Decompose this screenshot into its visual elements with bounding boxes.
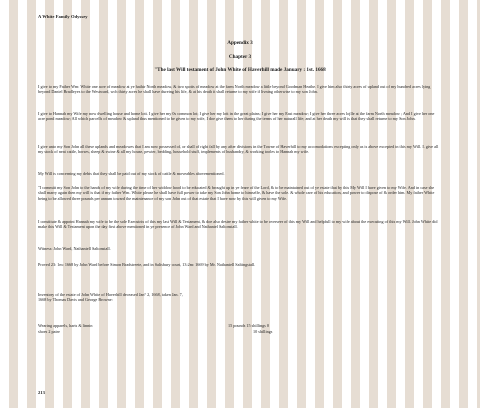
paragraph: I give to my Father Wm: White one acre of meadow at ye hathir North meadow, & two spotts of meadow at the farm North meadow a little beyond Goodman Heathe. I give him also thirty acres of upland out of my hundred acres lying beyond Daniel Bradleyes to the Westward, wch thirty acres he shall have dureing his life, & at his death it shall returne to my wife if livning otherwise to my son John.	[38, 84, 431, 95]
appendix-heading: Appendix 3	[227, 40, 253, 46]
chapter-heading: Chapter 3	[228, 54, 252, 60]
inventory-value: 10 shillings	[253, 329, 273, 334]
inventory-item: Wearing apparels, harts & linnin	[38, 323, 93, 328]
running-head: A White Family Odyssey	[38, 14, 88, 19]
inventory-intro: Inventory of the estate of John White of Haverhill deceased Jan° 2, 1668, taken Jan. 7, 1668 by Thomas Davis and George Browne:	[38, 292, 183, 303]
paragraph: "I committ my Son John to the hands of my wife during the time of her widdow hood to be educated & brought up in ye feare of the Lord, & to be maintained out of ye estate that by this My Will I have given to my Wife. And in case she shall marry again then my will is that if my father Wm. White please he shall have full power to take my Son John home to himselfe, & have the sole. & whole care of his education, and power to dispose of & order him. My father White being to be allowed three pounds per annum toward the maintenance of my son John out of that estate that I have now by this will given to my Wife.	[38, 185, 435, 201]
inventory-item: shoes 2 paire	[38, 329, 60, 334]
paragraph: I constitute & appoint Hannah my wife to be the sole Executrix of this my last Will & Testament, & doe also desire my father white to be overseer of this my Will and helpfull to my wife about the executing of this my Will. John White did make this Will & Testament upon the day first above mentioned in ye presence of John Ward and Nathaniel Saltonstall.	[38, 219, 438, 230]
will-title: "The last Will testament of John White of Haverhill made January : 1st. 1668	[154, 67, 326, 73]
inventory-value: 15 pounds 15 shillings 0	[228, 323, 269, 328]
paragraph: I give unto my Son John all these uplands and meadowes that I am now possessed of, or shall of right fall by any after divisions in the Towne of Haverhill to my accomodations excepting only as is above excepted in this my Will. I. give all my stock of neat cattle, horses, sheep & swine & all my house, pewter, bedding, household stuff, implements of husbandry, & working tooles to Hannah my wife.	[38, 144, 439, 155]
probate-line: Proved 23: 1m: 1668 by John Ward before Simon Bradstreete, and in Salisbury court, 13:2m: 1669 by Mr. Nathaniell Saltingstall.	[38, 262, 256, 267]
paragraph: My Will is concerning my debts that they shall be paid out of my stock of cattle & moveables abovementioned.	[38, 171, 225, 176]
witness-line: Witness: John Ward, Nathaniell Saltonstall.	[38, 246, 111, 251]
paragraph: I give to Hannah my Wife my now dwelling house and home lott. I give her my 0s common lot; I give her my lott in the great plains; I give her my East meadow; I give her three acres lojlle at the farm North meadow ; And I give her one acre pond meadow; All which parcells of meadow & upland thus mentioned to be given to my wife, I doe give them to her during the terms of her naturall life; and at her death my will is that they shall returne to my Son John.	[38, 111, 435, 122]
page-number: 213	[38, 390, 45, 395]
